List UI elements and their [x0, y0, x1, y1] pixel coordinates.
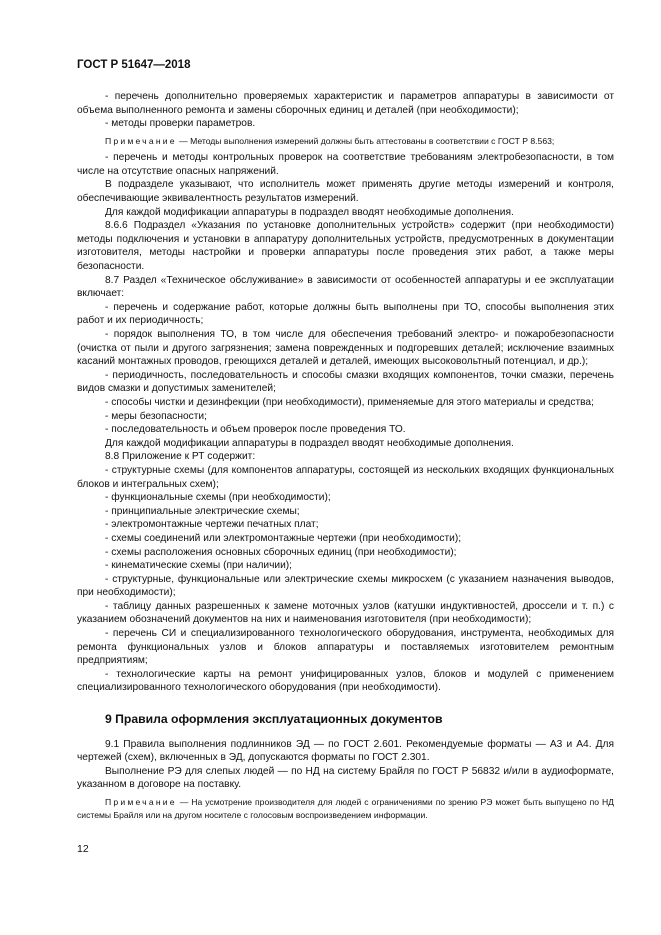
paragraph: - таблицу данных разрешенных к замене моточных узлов (катушки индуктивностей, дроссели и т. п.) с указанием обозначений документов на них и наименования изготовителя (при необходимости); — [77, 600, 614, 626]
paragraph: - порядок выполнения ТО, в том числе для обеспечения требований электро- и пожаробезопасности (очистка от пыли и другого загрязнения; замена поврежденных и подгоревших деталей; исключение взаимных касаний монтажных проводов, греющихся деталей и деталей, имеющих высоковольтный потенциал, и др.); — [77, 329, 614, 368]
paragraph: - перечень дополнительно проверяемых характеристик и параметров аппаратуры в зависимости от объема выполненного ремонта и замены сборочных единиц и деталей (при необходимости); — [77, 91, 614, 116]
note — [77, 135, 614, 148]
paragraph: Выполнение РЭ для слепых людей — по НД на систему Брайля по ГОСТ Р 56832 и/или в аудиоформате, указанном в договоре на поставку. — [77, 765, 614, 791]
paragraph: - кинематические схемы (при наличии); — [105, 560, 293, 572]
paragraph: - перечень и содержание работ, которые должны быть выполнены при ТО, способы выполнения этих работ и их периодичность; — [77, 301, 614, 327]
note-label: Примечание — [105, 135, 177, 146]
page-body — [77, 90, 614, 825]
paragraph: - способы чистки и дезинфекции (при необходимости), применяемые для этого материалы и средства; — [105, 396, 594, 408]
paragraph: - перечень СИ и специализированного технологического оборудования, инструмента, необходимых для ремонта функциональных узлов и блоков аппаратуры и поставляемых изготовителем ремонтным предприятиям; — [77, 628, 614, 667]
paragraph: - структурные схемы (для компонентов аппаратуры, состоящей из нескольких входящих функциональных блоков и интегральных схем); — [77, 464, 614, 490]
paragraph: 8.6.6 Подраздел «Указания по установке дополнительных устройств» содержит (при необходимости) методы подключения и установки в аппаратуру дополнительных устройств, предусмотренных в документации изготовителя, методы настройки и проверки аппаратуры после проведения этих работ, а также меры безопасности. — [77, 220, 614, 273]
paragraph: - структурные, функциональные или электрические схемы микросхем (с указанием назначения выводов, при необходимости); — [77, 573, 614, 599]
paragraph: - последовательность и объем проверок после проведения ТО. — [105, 424, 406, 436]
note — [77, 796, 614, 821]
paragraph: - схемы соединений или электромонтажные чертежи (при необходимости); — [105, 532, 462, 544]
paragraph: - технологические карты на ремонт унифицированных узлов, блоков и модулей с применением специализированного технологического оборудования (при необходимости). — [77, 668, 614, 694]
paragraph: - меры безопасности; — [105, 410, 207, 422]
paragraph: - перечень и методы контрольных проверок на соответствие требованиям электробезопасности, в том числе на отсутствие опасных напряжений. — [77, 152, 614, 177]
paragraph: - методы проверки параметров. — [105, 118, 256, 130]
paragraph: 8.8 Приложение к РТ содержит: — [105, 451, 256, 463]
section-heading: 9 Правила оформления эксплуатационных документов — [105, 712, 443, 727]
paragraph: - принципиальные электрические схемы; — [105, 505, 300, 517]
paragraph: 8.7 Раздел «Техническое обслуживание» в зависимости от особенностей аппаратуры и ее эксплуатации включает: — [77, 274, 614, 300]
paragraph: В подразделе указывают, что исполнитель может применять другие методы измерений и контроля, обеспечивающие эквивалентность результатов измерений. — [77, 179, 614, 205]
document-header: ГОСТ Р 51647—2018 — [77, 59, 191, 71]
note-label: Примечание — [105, 797, 177, 807]
paragraph: - схемы расположения основных сборочных единиц (при необходимости); — [105, 546, 457, 558]
note-text: — Методы выполнения измерений должны быть аттестованы в соответствии с ГОСТ Р 8.563; — [176, 135, 555, 146]
paragraph: Для каждой модификации аппаратуры в подраздел вводят необходимые дополнения. — [105, 206, 514, 218]
paragraph: - периодичность, последовательность и способы смазки входящих компонентов, точки смазки, перечень видов смазки и допустимых заменителей; — [77, 369, 614, 395]
paragraph: - функциональные схемы (при необходимости); — [105, 492, 331, 504]
paragraph: - электромонтажные чертежи печатных плат; — [105, 519, 319, 531]
paragraph: Для каждой модификации аппаратуры в подраздел вводят необходимые дополнения. — [105, 437, 514, 449]
page-number: 12 — [77, 843, 89, 855]
note-text: — На усмотрение производителя для людей с ограничениями по зрению РЭ может быть выпущено по НД системы Брайля или на другом носителе с голосовым воспроизведением информации. — [77, 797, 614, 820]
paragraph: 9.1 Правила выполнения подлинников ЭД — по ГОСТ 2.601. Рекомендуемые форматы — А3 и А4. Для чертежей (схем), включенных в ЭД, допускаются форматы по ГОСТ 2.301. — [77, 738, 614, 764]
